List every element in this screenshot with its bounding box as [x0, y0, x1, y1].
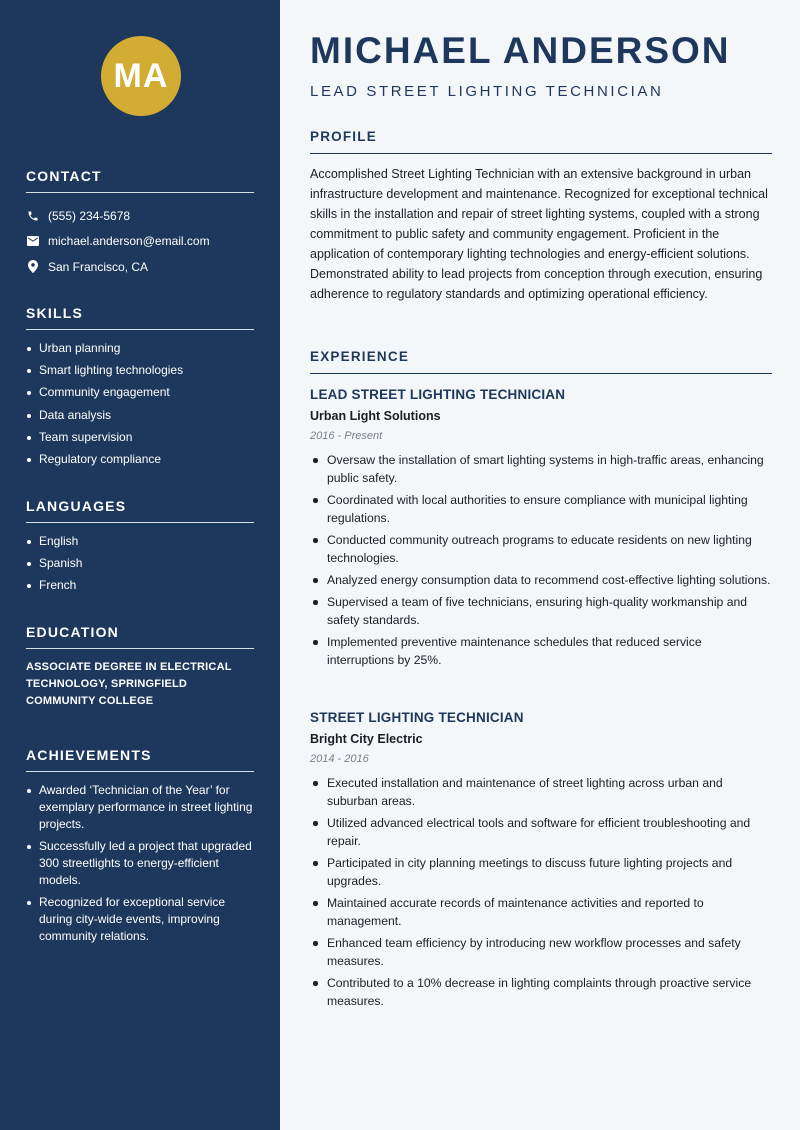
phone-icon: [26, 209, 40, 223]
job-entry: [310, 710, 772, 1014]
job-bullet: Participated in city planning meetings to discuss future lighting projects and upgrades.: [310, 854, 772, 890]
job-bullets: [310, 451, 772, 669]
skill-item: Data analysis: [26, 407, 254, 424]
mail-icon: [26, 234, 40, 248]
contact-location: [26, 254, 254, 280]
languages-heading: LANGUAGES: [26, 498, 254, 523]
skill-item: Community engagement: [26, 384, 254, 401]
email-text: michael.anderson@email.com: [48, 234, 210, 249]
job-bullet: Enhanced team efficiency by introducing new workflow processes and safety measures.: [310, 934, 772, 970]
job-dates: 2014 - 2016: [310, 753, 369, 765]
skill-item: Smart lighting technologies: [26, 362, 254, 379]
profile-text: Accomplished Street Lighting Technician with an extensive background in urban infrastructure development and maintenance. Recognized for exceptional technical skills in the installation and repair of street lighting systems, coupled with a strong commitment to public safety and community engagement. Proficient in the application of contemporary lighting technologies and energy-efficient solutions. Demonstrated ability to lead projects from conception through execution, ensuring adherence to regulatory standards and optimizing operational efficiency.: [310, 167, 768, 301]
location-pin-icon: [26, 260, 40, 274]
experience-heading: EXPERIENCE: [310, 349, 772, 374]
location-text: San Francisco, CA: [48, 259, 149, 274]
language-item: Spanish: [26, 555, 254, 572]
job-bullet: Executed installation and maintenance of street lighting across urban and suburban areas.: [310, 774, 772, 810]
sidebar: [0, 0, 280, 1130]
job-bullet: Oversaw the installation of smart lighting systems in high-traffic areas, enhancing public safety.: [310, 451, 772, 487]
skill-item: Regulatory compliance: [26, 451, 254, 468]
achievement-item: Awarded ‘Technician of the Year’ for exemplary performance in street lighting projects.: [26, 782, 254, 833]
job-bullet: Conducted community outreach programs to educate residents on new lighting technologies.: [310, 531, 772, 567]
job-company: Urban Light Solutions: [310, 409, 441, 423]
job-bullet: Implemented preventive maintenance schedules that reduced service interruptions by 25%.: [310, 633, 772, 669]
job-title: STREET LIGHTING TECHNICIAN: [310, 710, 524, 725]
skills-list: [26, 340, 254, 468]
achievements-heading: ACHIEVEMENTS: [26, 747, 254, 772]
achievement-item: Successfully led a project that upgraded 300 streetlights to energy-efficient models.: [26, 838, 254, 889]
language-item: French: [26, 577, 254, 594]
profile-section: [310, 129, 772, 304]
education-text: ASSOCIATE DEGREE IN ELECTRICAL TECHNOLOGY, SPRINGFIELD COMMUNITY COLLEGE: [26, 661, 232, 707]
achievement-item: Recognized for exceptional service during city-wide events, improving community relations.: [26, 894, 254, 945]
contact-heading: CONTACT: [26, 168, 254, 193]
job-bullets: [310, 774, 772, 1010]
job-bullet: Coordinated with local authorities to ensure compliance with municipal lighting regulations.: [310, 491, 772, 527]
job-entry: [310, 387, 772, 673]
contact-phone: [26, 203, 254, 229]
contact-email: [26, 229, 254, 255]
job-dates: 2016 - Present: [310, 430, 383, 442]
language-item: English: [26, 533, 254, 550]
skill-item: Team supervision: [26, 429, 254, 446]
candidate-title: LEAD STREET LIGHTING TECHNICIAN: [310, 83, 664, 100]
skills-heading: SKILLS: [26, 305, 254, 330]
job-title: LEAD STREET LIGHTING TECHNICIAN: [310, 387, 566, 402]
job-company: Bright City Electric: [310, 732, 423, 746]
contact-section: [26, 168, 254, 280]
achievements-section: [26, 747, 254, 951]
skill-item: Urban planning: [26, 340, 254, 357]
education-heading: EDUCATION: [26, 624, 254, 649]
languages-list: [26, 533, 254, 594]
profile-heading: PROFILE: [310, 129, 772, 154]
candidate-name: MICHAEL ANDERSON: [310, 30, 731, 71]
achievements-list: [26, 782, 254, 945]
job-bullet: Maintained accurate records of maintenance activities and reported to management.: [310, 894, 772, 930]
job-bullet: Analyzed energy consumption data to recommend cost-effective lighting solutions.: [310, 571, 772, 589]
phone-text: (555) 234-5678: [48, 208, 131, 223]
education-section: [26, 624, 254, 710]
experience-section: [310, 349, 772, 374]
job-bullet: Utilized advanced electrical tools and software for efficient troubleshooting and repair.: [310, 814, 772, 850]
avatar-initials: MA: [101, 36, 181, 116]
job-bullet: Contributed to a 10% decrease in lighting complaints through proactive service measures.: [310, 974, 772, 1010]
skills-section: [26, 305, 254, 473]
languages-section: [26, 498, 254, 600]
job-bullet: Supervised a team of five technicians, ensuring high-quality workmanship and safety standards.: [310, 593, 772, 629]
